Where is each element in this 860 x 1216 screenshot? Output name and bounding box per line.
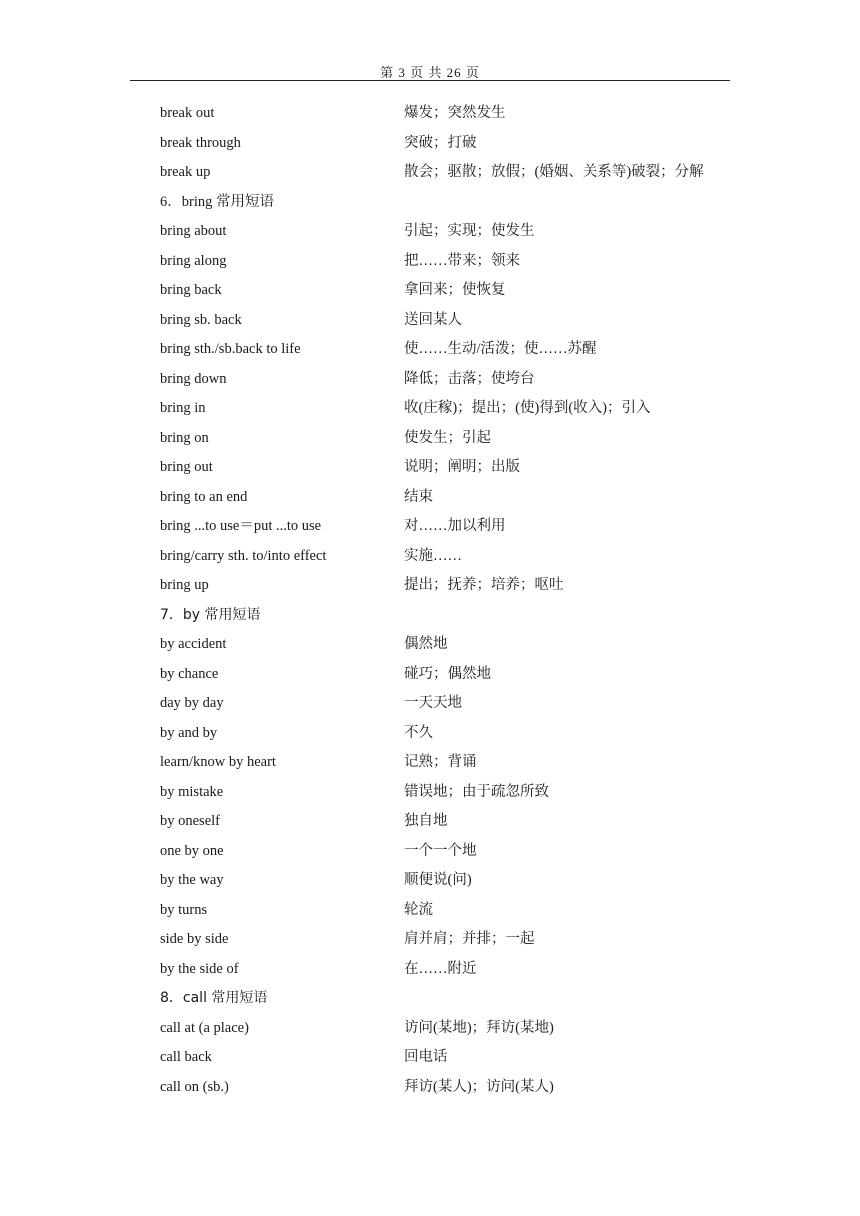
phrase-row: [160, 1043, 740, 1073]
phrase-row: [160, 542, 740, 572]
phrase-row: [160, 453, 740, 483]
phrase-english: bring in: [160, 400, 206, 416]
phrase-row: [160, 306, 740, 336]
phrase-row: [160, 1014, 740, 1044]
section-heading: [160, 188, 740, 218]
phrase-chinese-meaning: 一个一个地: [404, 842, 477, 859]
phrase-chinese-meaning: 对……加以利用: [404, 518, 506, 534]
phrase-row: [160, 247, 740, 277]
phrase-chinese-meaning: 爆发；突然发生: [404, 105, 506, 121]
phrase-row: [160, 748, 740, 778]
phrase-row: [160, 778, 740, 808]
phrase-chinese-meaning: 肩并肩；并排；一起: [404, 931, 535, 947]
section-heading: [160, 601, 740, 631]
phrase-row: [160, 807, 740, 837]
section-title: 6．bring 常用短语: [160, 193, 274, 210]
phrase-english: learn/know by heart: [160, 754, 276, 770]
phrase-chinese-meaning: 拜访(某人)；访问(某人): [404, 1078, 554, 1095]
phrase-chinese-meaning: 回电话: [404, 1049, 448, 1065]
phrase-chinese-meaning: 顺便说(问): [404, 872, 472, 888]
phrase-chinese-meaning: 实施……: [404, 547, 462, 564]
phrase-chinese-meaning: 拿回来；使恢复: [404, 282, 506, 298]
phrase-chinese-meaning: 散会；驱散；放假；(婚姻、关系等)破裂；分解: [404, 164, 704, 180]
phrase-row: [160, 158, 740, 188]
phrase-row: [160, 689, 740, 719]
phrase-english: call at (a place): [160, 1019, 249, 1036]
phrase-row: [160, 365, 740, 395]
phrase-chinese-meaning: 降低；击落；使垮台: [404, 370, 535, 387]
phrase-chinese-meaning: 送回某人: [404, 311, 462, 328]
phrase-chinese-meaning: 碰巧；偶然地: [404, 665, 491, 682]
phrase-english: day by day: [160, 695, 224, 711]
phrase-english: by accident: [160, 636, 227, 652]
phrase-chinese-meaning: 引起；实现；使发生: [404, 223, 535, 239]
phrase-row: [160, 896, 740, 926]
phrase-english: by the way: [160, 872, 224, 888]
phrase-row: [160, 512, 740, 542]
phrase-row: [160, 955, 740, 985]
phrase-row: [160, 129, 740, 159]
phrase-english: bring along: [160, 252, 227, 269]
phrase-english: side by side: [160, 931, 229, 947]
phrase-chinese-meaning: 不久: [404, 724, 433, 741]
phrase-english: bring sth./sb.back to life: [160, 341, 301, 357]
phrase-chinese-meaning: 偶然地: [404, 636, 448, 652]
phrase-chinese-meaning: 在……附近: [404, 960, 477, 977]
phrase-row: [160, 394, 740, 424]
phrase-row: [160, 660, 740, 690]
phrase-english: bring about: [160, 223, 227, 239]
phrase-english: bring on: [160, 429, 209, 446]
phrase-row: [160, 571, 740, 601]
phrase-row: [160, 276, 740, 306]
phrase-english: by turns: [160, 901, 208, 918]
phrase-english: break up: [160, 164, 211, 180]
phrase-chinese-meaning: 使发生；引起: [404, 429, 491, 446]
phrase-chinese-meaning: 独自地: [404, 813, 448, 829]
phrase-english: by oneself: [160, 813, 220, 829]
section-title: 8．call 常用短语: [160, 990, 268, 1006]
phrase-row: [160, 719, 740, 749]
phrase-row: [160, 335, 740, 365]
phrase-english: by the side of: [160, 960, 239, 977]
phrase-chinese-meaning: 使……生动/活泼；使……苏醒: [404, 341, 597, 357]
phrase-chinese-meaning: 轮流: [404, 901, 433, 918]
header-divider: [130, 80, 730, 81]
phrase-english: bring ...to use＝put ...to use: [160, 518, 322, 534]
phrase-english: bring up: [160, 577, 209, 593]
phrase-chinese-meaning: 收(庄稼)；提出；(使)得到(收入)；引入: [404, 400, 651, 416]
phrase-chinese-meaning: 访问(某地)；拜访(某地): [404, 1019, 554, 1036]
phrase-english: bring down: [160, 370, 227, 387]
phrase-row: [160, 99, 740, 129]
phrase-chinese-meaning: 一天天地: [404, 695, 462, 711]
phrase-chinese-meaning: 说明；阐明；出版: [404, 459, 520, 475]
phrase-chinese-meaning: 记熟；背诵: [404, 754, 477, 770]
phrase-row: [160, 1073, 740, 1103]
phrase-row: [160, 424, 740, 454]
phrase-chinese-meaning: 突破；打破: [404, 134, 477, 151]
phrase-chinese-meaning: 错误地；由于疏忽所致: [404, 783, 549, 800]
phrase-english: break out: [160, 105, 215, 121]
phrase-row: [160, 866, 740, 896]
phrase-row: [160, 925, 740, 955]
phrase-english: bring out: [160, 459, 213, 475]
phrase-english: call on (sb.): [160, 1078, 229, 1095]
phrase-row: [160, 630, 740, 660]
section-title: 7．by 常用短语: [160, 606, 261, 623]
phrase-english: by chance: [160, 665, 219, 682]
phrase-chinese-meaning: 结束: [404, 488, 433, 505]
phrase-row: [160, 217, 740, 247]
phrase-english: by and by: [160, 724, 218, 741]
phrase-english: bring sb. back: [160, 311, 242, 328]
page-indicator: 第 3 页 共 26 页: [380, 65, 480, 80]
phrase-english: by mistake: [160, 783, 224, 800]
phrase-english: call back: [160, 1049, 212, 1065]
phrase-english: break through: [160, 134, 241, 151]
phrase-english: one by one: [160, 842, 224, 859]
phrase-row: [160, 837, 740, 867]
phrase-chinese-meaning: 把……带来；领来: [404, 252, 520, 269]
phrase-chinese-meaning: 提出；抚养；培养；呕吐: [404, 577, 564, 593]
phrase-english: bring to an end: [160, 488, 248, 505]
phrase-english: bring back: [160, 282, 222, 298]
phrase-list: [160, 99, 740, 1102]
phrase-english: bring/carry sth. to/into effect: [160, 547, 327, 564]
section-heading: [160, 984, 740, 1014]
phrase-row: [160, 483, 740, 513]
